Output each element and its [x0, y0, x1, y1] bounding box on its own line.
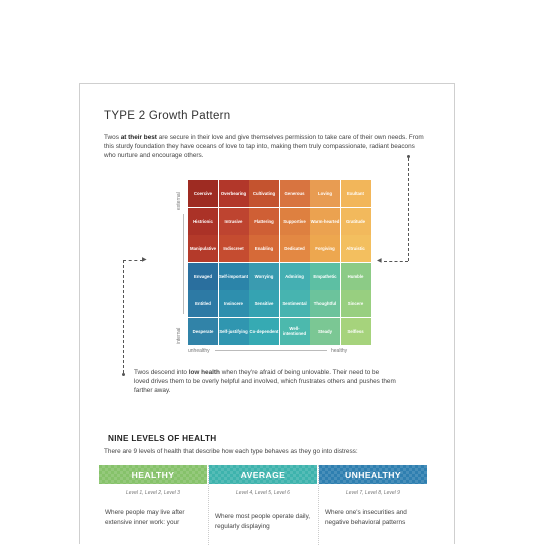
grid-cell: Envaged: [188, 263, 218, 290]
column-levels-unhealthy: Level 7, Level 8, Level 9: [346, 490, 400, 496]
grid-cell: Coercive: [188, 180, 218, 207]
document-page: [79, 83, 455, 544]
low-text-end: when they're afraid of being unlovable. Their need to be loved drives them to be overly helpful and involved, which frustrates others and pushes them farther away.: [134, 369, 396, 394]
connector-line-left-horizontal: [123, 260, 143, 261]
column-text-unhealthy: Where one's insecurities and negative behavioral patterns: [325, 509, 407, 526]
grid-cell: Intrusive: [219, 208, 249, 235]
column-unhealthy: [319, 465, 427, 545]
grid-cell: Well-intentioned: [280, 318, 310, 345]
grid-cell: Forgiving: [310, 235, 340, 262]
arrow-left-icon: ◀: [377, 258, 382, 264]
low-health-paragraph: [134, 368, 396, 395]
grid-cell: Worrying: [249, 263, 279, 290]
grid-cell: Flattering: [249, 208, 279, 235]
grid-cell: Altruistic: [341, 235, 371, 262]
connector-line-right-vertical: [408, 158, 409, 261]
grid-cell: Cultivating: [249, 180, 279, 207]
intro-emphasis: at their best: [120, 134, 157, 141]
column-header-average: AVERAGE: [209, 465, 317, 484]
grid-cell: Overbearing: [219, 180, 249, 207]
grid-cell: Self-important: [219, 263, 249, 290]
section-title: NINE LEVELS OF HEALTH: [108, 434, 217, 443]
column-header-unhealthy: UNHEALTHY: [319, 465, 427, 484]
connector-line-right-horizontal: [384, 261, 408, 262]
column-levels-healthy: Level 1, Level 2, Level 3: [126, 490, 180, 496]
axis-label-internal: internal: [176, 327, 182, 344]
connector-dot-left: [122, 373, 125, 376]
column-text-healthy: Where people may live after extensive inner work: your: [105, 509, 185, 526]
grid-cell: Entitled: [188, 290, 218, 317]
intro-paragraph: [104, 133, 424, 160]
grid-cell: Manipulative: [188, 235, 218, 262]
column-levels-average: Level 4, Level 5, Level 6: [236, 490, 290, 496]
grid-cell: Sensitive: [249, 290, 279, 317]
grid-cell: Co-dependent: [249, 318, 279, 345]
grid-cell: Desperate: [188, 318, 218, 345]
grid-cell: Enabling: [249, 235, 279, 262]
axis-label-healthy: healthy: [331, 348, 348, 354]
grid-cell: Thoughtful: [310, 290, 340, 317]
low-emphasis: low health: [188, 369, 220, 376]
grid-cell: Warm-hearted: [310, 208, 340, 235]
column-healthy: [99, 465, 207, 545]
grid-cell: Admiring: [280, 263, 310, 290]
grid-cell: Sentimental: [280, 290, 310, 317]
axis-label-external: external: [176, 192, 182, 210]
intro-text-end: are secure in their love and give themselves permission to take care of their own needs. From this sturdy foundation they have oceans of love to tap into, making them truly compassionate, radiant beacons who nurture and encourage others.: [104, 134, 424, 159]
grid-cell: Steady: [310, 318, 340, 345]
grid-cell: Self-justifying: [219, 318, 249, 345]
column-average: [209, 465, 317, 545]
axis-label-unhealthy: unhealthy: [188, 348, 210, 354]
axis-line-horizontal: [215, 350, 327, 351]
grid-cell: Loving: [310, 180, 340, 207]
intro-text-start: Twos: [104, 134, 121, 141]
section-description: There are 9 levels of health that describe how each type behaves as they go into distress:: [104, 448, 358, 455]
grid-cell: Indiscreet: [219, 235, 249, 262]
column-header-healthy: HEALTHY: [99, 465, 207, 484]
column-text-average: Where most people operate daily, regularly displaying: [215, 513, 311, 530]
low-text-start: Twos descend into: [134, 369, 189, 376]
grid-cell: Humble: [341, 263, 371, 290]
page-title: TYPE 2 Growth Pattern: [104, 110, 231, 122]
grid-cell: Gratitude: [341, 208, 371, 235]
grid-cell: Selfless: [341, 318, 371, 345]
arrow-right-icon: ▶: [142, 257, 147, 263]
grid-cell: Generous: [280, 180, 310, 207]
axis-line-vertical: [183, 214, 184, 314]
grid-cell: Empathetic: [310, 263, 340, 290]
grid-cell: Dedicated: [280, 235, 310, 262]
grid-cell: Exultant: [341, 180, 371, 207]
connector-line-left-vertical: [123, 260, 124, 373]
grid-cell: Insincere: [219, 290, 249, 317]
growth-grid: [188, 180, 370, 344]
grid-cell: Sincere: [341, 290, 371, 317]
grid-cell: Supportive: [280, 208, 310, 235]
grid-cell: Histrionic: [188, 208, 218, 235]
